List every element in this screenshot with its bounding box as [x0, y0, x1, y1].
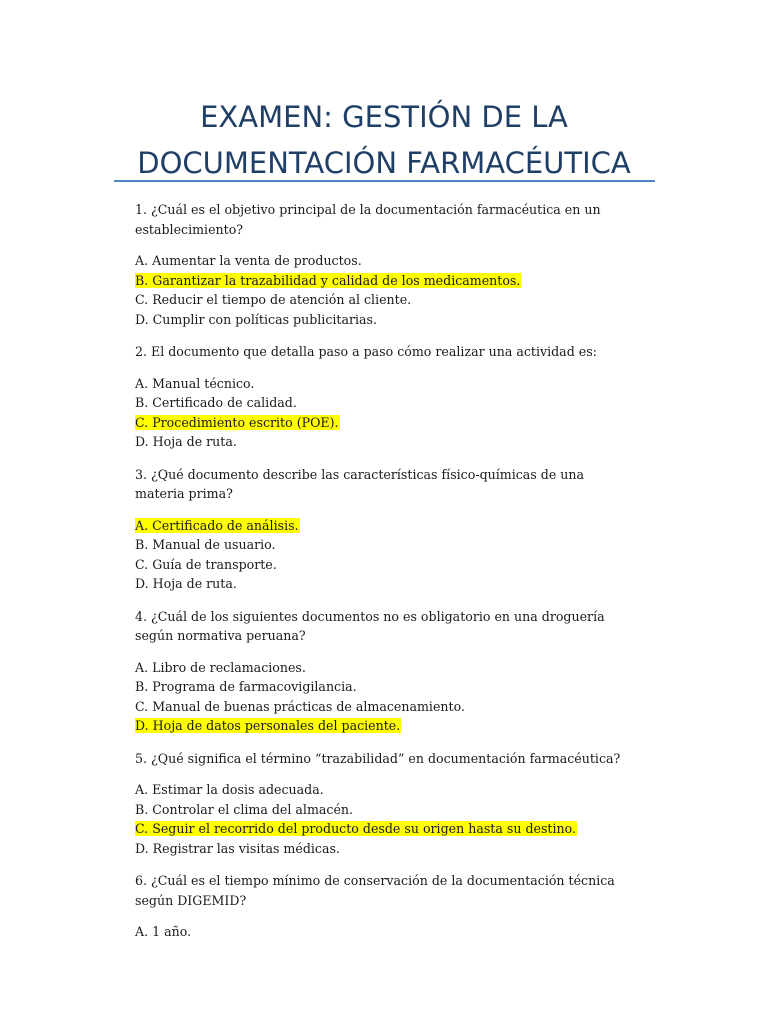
option-list — [135, 922, 635, 942]
option-list — [135, 516, 635, 594]
answer-option — [135, 374, 635, 394]
option-text: B. Certificado de calidad. — [135, 395, 297, 410]
option-text: B. Programa de farmacovigilancia. — [135, 679, 357, 694]
answer-option-highlighted — [135, 819, 635, 839]
question-text: 5. ¿Qué significa el término “trazabilidad” en documentación farmacéutica? — [135, 750, 621, 766]
option-text: D. Cumplir con políticas publicitarias. — [135, 311, 378, 327]
question-text: 2. El documento que detalla paso a paso cómo realizar una actividad es: — [135, 344, 597, 359]
answer-option-highlighted — [135, 271, 635, 291]
answer-option — [135, 555, 635, 575]
answer-option — [135, 574, 635, 594]
answer-option — [135, 310, 635, 330]
option-text: A. Manual técnico. — [135, 375, 255, 391]
question-text: 4. ¿Cuál de los siguientes documentos no es obligatorio en una droguería según normativa peruana? — [135, 608, 605, 643]
option-text: A. Certificado de análisis. — [135, 517, 299, 533]
title-line-2: DOCUMENTACIÓN FARMACÉUTICA — [137, 146, 631, 180]
answer-option — [135, 251, 635, 271]
question-block — [135, 607, 635, 736]
option-text: D. Registrar las visitas médicas. — [135, 840, 340, 856]
option-text: D. Hoja de ruta. — [135, 576, 237, 591]
option-text: C. Procedimiento escrito (POE). — [135, 414, 339, 430]
option-text: B. Garantizar la trazabilidad y calidad de los medicamentos. — [135, 272, 521, 288]
answer-option — [135, 839, 635, 859]
option-text: C. Manual de buenas prácticas de almacenamiento. — [135, 698, 465, 714]
option-text: A. Estimar la dosis adecuada. — [135, 782, 324, 797]
option-text: A. Libro de reclamaciones. — [135, 659, 306, 675]
answer-option-highlighted — [135, 413, 635, 433]
answer-option — [135, 800, 635, 820]
answer-option-highlighted — [135, 516, 635, 536]
question-block — [135, 200, 635, 329]
question-text: 3. ¿Qué documento describe las características físico-químicas de una materia prima? — [135, 466, 585, 501]
answer-option — [135, 658, 635, 678]
answer-option — [135, 922, 635, 942]
option-text: C. Reducir el tiempo de atención al cliente. — [135, 292, 412, 307]
option-text: A. 1 año. — [135, 924, 192, 939]
answer-option — [135, 677, 635, 697]
title-line-1: EXAMEN: GESTIÓN DE LA — [200, 100, 568, 134]
question-text: 6. ¿Cuál es el tiempo mínimo de conservación de la documentación técnica según DIGEMID? — [135, 873, 615, 908]
option-list — [135, 780, 635, 858]
option-text: B. Manual de usuario. — [135, 537, 276, 552]
option-text: D. Hoja de ruta. — [135, 434, 237, 449]
answer-option — [135, 780, 635, 800]
answer-option — [135, 290, 635, 310]
answer-option — [135, 393, 635, 413]
answer-option-highlighted — [135, 716, 635, 736]
page-title — [114, 94, 654, 186]
option-text: B. Controlar el clima del almacén. — [135, 801, 354, 817]
question-text: 1. ¿Cuál es el objetivo principal de la documentación farmacéutica en un establecimiento? — [135, 202, 601, 237]
title-underline — [114, 180, 655, 182]
answer-option — [135, 535, 635, 555]
option-text: C. Guía de transporte. — [135, 556, 277, 572]
option-text: A. Aumentar la venta de productos. — [135, 253, 362, 268]
question-block — [135, 465, 635, 594]
answer-option — [135, 697, 635, 717]
option-list — [135, 251, 635, 329]
question-block — [135, 749, 635, 859]
option-text: D. Hoja de datos personales del paciente. — [135, 718, 401, 733]
answer-option — [135, 432, 635, 452]
option-list — [135, 374, 635, 452]
question-block — [135, 871, 635, 942]
option-text: C. Seguir el recorrido del producto desde su origen hasta su destino. — [135, 821, 576, 836]
question-block — [135, 342, 635, 452]
question-list — [135, 200, 635, 955]
option-list — [135, 658, 635, 736]
